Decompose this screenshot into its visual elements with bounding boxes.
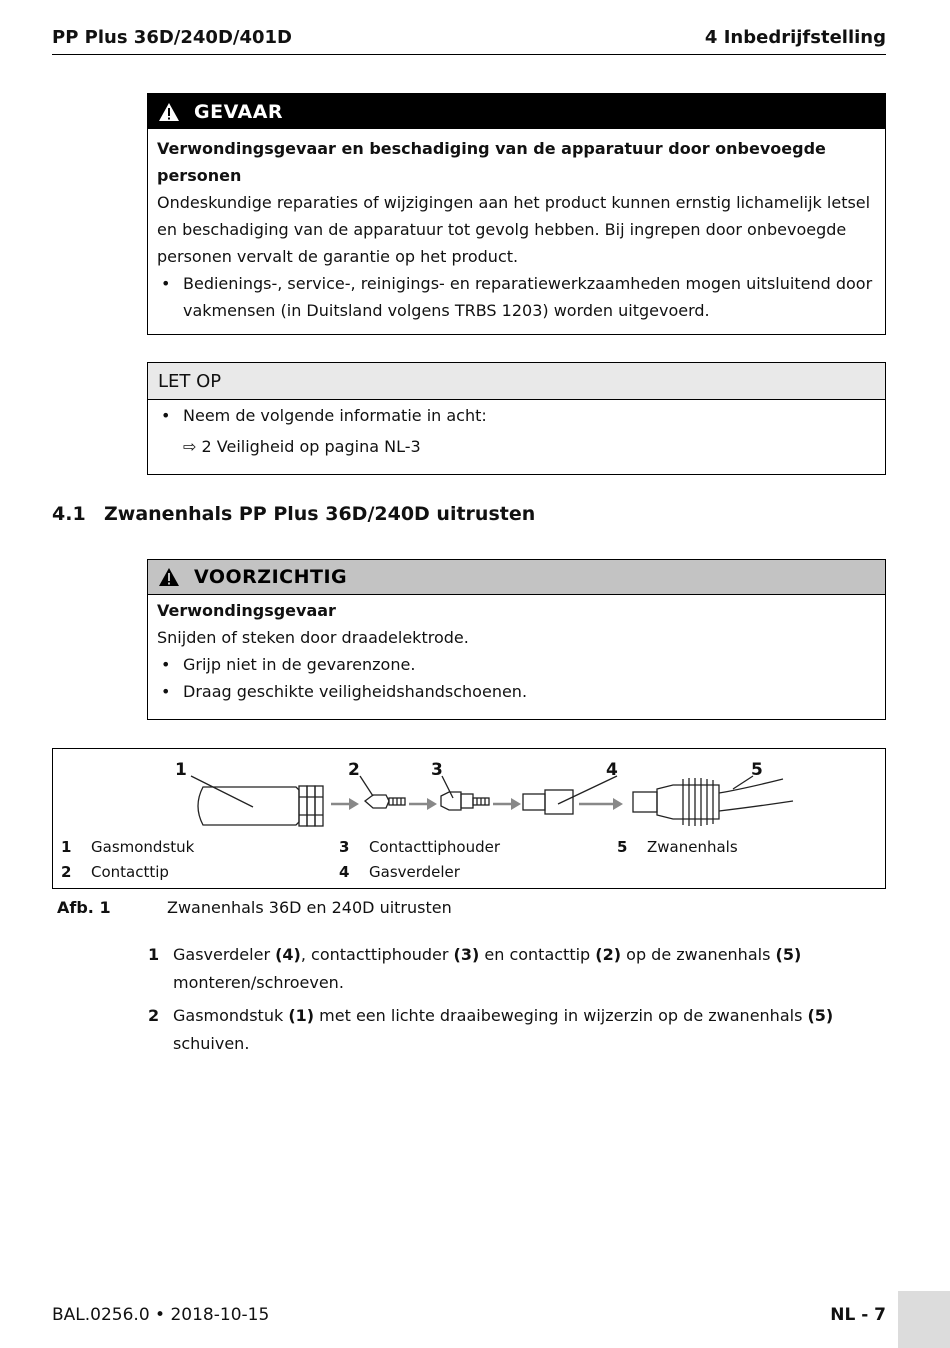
figure-callout: 5 (751, 760, 763, 780)
footer-document-id: BAL.0256.0 • 2018-10-15 (52, 1305, 270, 1325)
danger-box (147, 93, 886, 335)
note-box-body (148, 400, 885, 468)
note-box (147, 362, 886, 475)
figure-callout: 3 (431, 760, 443, 780)
figure-legend-item: 4 Gasverdeler (339, 863, 460, 881)
caution-box-bullet: • Draag geschikte veiligheidshandschoenen. (157, 678, 876, 705)
step-number: 2 (148, 1006, 160, 1025)
figure-callout: 4 (606, 760, 618, 780)
note-box-bullet: • Neem de volgende informatie in acht: (157, 402, 876, 429)
danger-box-bullet: • Bedienings-, service-, reinigings- en reparatiewerkzaamheden mogen uitsluitend door vakmensen (in Duitsland volgens TRBS 1203) worden uitgevoerd. (157, 270, 876, 324)
header-divider (52, 54, 886, 55)
danger-box-header (148, 94, 885, 129)
page-thumb-tab (898, 1291, 950, 1348)
figure-caption-label: Afb. 1 (57, 898, 111, 917)
figure-callout: 2 (348, 760, 360, 780)
danger-box-text: Ondeskundige reparaties of wijzigingen aan het product kunnen ernstig lichamelijk letsel en beschadiging van de apparatuur tot gevolg hebben. Bij ingrepen door onbevoegde personen vervalt de garantie op het product. (157, 193, 871, 266)
step-number: 1 (148, 945, 160, 964)
figure-legend-item: 5 Zwanenhals (617, 838, 738, 856)
caution-box (147, 559, 886, 720)
footer-page-number: NL - 7 (830, 1305, 886, 1325)
danger-box-heading: GEVAAR (194, 100, 284, 123)
figure-callout: 1 (175, 760, 187, 780)
caution-box-text: Snijden of steken door draadelektrode. (157, 628, 469, 647)
note-box-heading: LET OP (158, 370, 222, 392)
figure-caption-text: Zwanenhals 36D en 240D uitrusten (167, 898, 452, 917)
figure-legend-item: 2 Contacttip (61, 863, 169, 881)
danger-box-body (148, 129, 885, 332)
caution-box-title: Verwondingsgevaar (157, 601, 336, 620)
instruction-step (148, 941, 848, 997)
note-box-reference-text: 2 Veiligheid op pagina NL-3 (201, 437, 421, 456)
step-text: Gasmondstuk (1) met een lichte draaibeweging in wijzerzin op de zwanenhals (5) schuiven. (173, 1006, 834, 1053)
step-text: Gasverdeler (4), contacttiphouder (3) en contacttip (2) op de zwanenhals (5) monteren/schroeven. (173, 945, 802, 992)
header-product-title: PP Plus 36D/240D/401D (52, 27, 292, 48)
figure-caption (57, 898, 452, 917)
caution-box-body (148, 595, 885, 713)
section-heading (52, 503, 535, 525)
figure-legend-item: 1 Gasmondstuk (61, 838, 195, 856)
caution-box-heading: VOORZICHTIG (194, 566, 348, 588)
section-title: Zwanenhals PP Plus 36D/240D uitrusten (104, 503, 536, 525)
figure-box (52, 748, 886, 889)
caution-box-header (148, 560, 885, 595)
note-box-header (148, 363, 885, 400)
header-chapter-title: 4 Inbedrijfstelling (704, 27, 886, 48)
note-box-reference[interactable] (157, 433, 876, 460)
caution-box-bullet: • Grijp niet in de gevarenzone. (157, 651, 876, 678)
arrow-right-icon: ⇨ (183, 437, 197, 456)
instruction-step (148, 1002, 848, 1058)
danger-box-title: Verwondingsgevaar en beschadiging van de apparatuur door onbevoegde personen (157, 139, 826, 185)
warning-triangle-icon (158, 567, 180, 587)
figure-legend-item: 3 Contacttiphouder (339, 838, 501, 856)
warning-triangle-icon (158, 102, 180, 122)
section-number: 4.1 (52, 503, 86, 525)
